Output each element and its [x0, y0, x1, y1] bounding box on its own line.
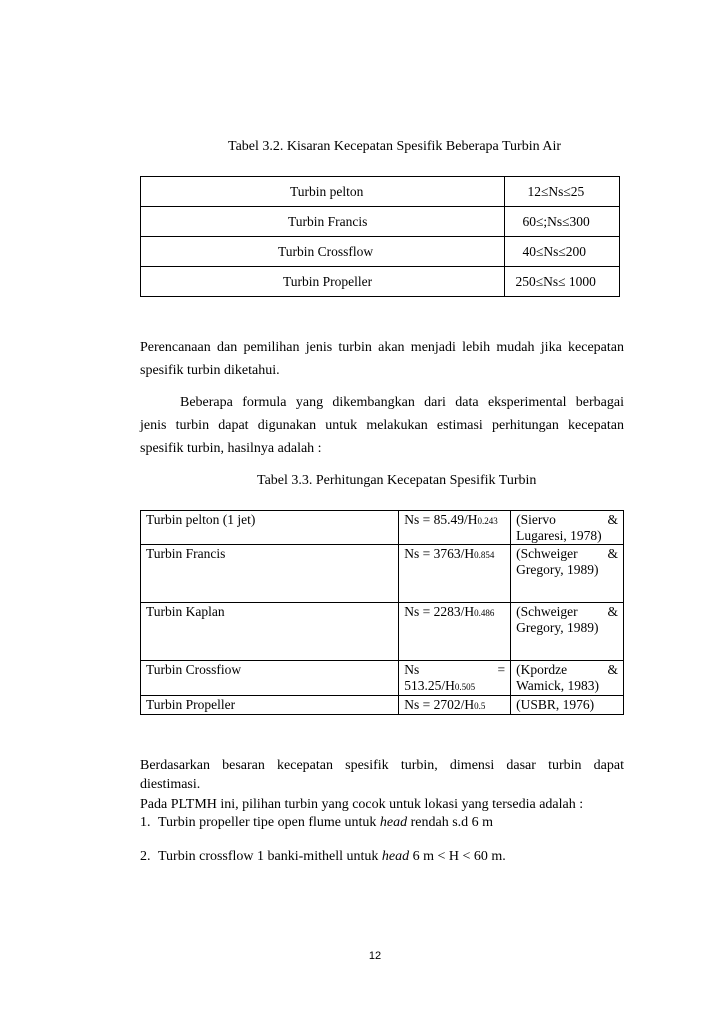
turbine-name-cell: Turbin Kaplan: [141, 603, 399, 661]
range-cell: [505, 207, 620, 237]
list-item: [140, 815, 493, 831]
range-cell: [505, 177, 620, 207]
list-item: [140, 849, 506, 865]
turbine-name-cell: Turbin Propeller: [141, 696, 399, 715]
reference-author: (Schweiger: [516, 546, 578, 561]
table-row: [141, 177, 620, 207]
formula-exponent: 0.5: [474, 701, 486, 711]
list-number: 2.: [140, 849, 151, 864]
paragraph-1-line-2: spesifik turbin diketahui.: [140, 363, 280, 378]
turbine-name-cell: Turbin Francis: [141, 545, 399, 603]
paragraph-2-line-2: jenis turbin dapat digunakan untuk melakukan estimasi perhitungan kecepatan: [140, 418, 624, 433]
turbine-name: Turbin Crossflow: [278, 243, 374, 259]
range-cell: [505, 237, 620, 267]
turbine-name: Turbin Francis: [288, 213, 368, 229]
turbine-name-cell: [141, 177, 505, 207]
reference-author-2: Gregory, 1989): [516, 562, 599, 577]
range-value: 12≤Ns≤25: [527, 183, 585, 199]
range-cell: [505, 267, 620, 297]
turbine-name-cell: Turbin Crossfiow: [141, 661, 399, 696]
table-row: [141, 511, 624, 545]
reference-ampersand: &: [607, 512, 618, 527]
reference-author-2: Wamick, 1983): [516, 678, 600, 693]
formula-value: 513.25/H: [404, 678, 455, 693]
reference-cell: [511, 511, 624, 545]
reference-author-2: Lugaresi, 1978): [516, 528, 602, 543]
formula-cell: [399, 661, 511, 696]
range-value: 60≤;Ns≤300: [522, 213, 590, 229]
page-number: 12: [368, 950, 382, 962]
reference-cell: [511, 545, 624, 603]
list-emphasis: head: [381, 849, 410, 864]
paragraph-2-line-1: Beberapa formula yang dikembangkan dari data eksperimental berbagai: [180, 395, 624, 410]
turbine-name: Turbin Propeller: [283, 273, 373, 289]
range-value: 250≤Ns≤ 1000: [515, 273, 596, 289]
formula: Ns = 2283/H: [404, 604, 475, 619]
reference-author-2: Gregory, 1989): [516, 620, 599, 635]
formula: Ns = 3763/H: [404, 546, 475, 561]
reference-ampersand: &: [607, 662, 618, 677]
table-row: [141, 696, 624, 715]
formula: Ns = 85.49/H: [404, 512, 478, 527]
paragraph-3-line-2: diestimasi.: [140, 777, 201, 792]
list-text: Turbin propeller tipe open flume untuk: [158, 815, 380, 830]
reference-cell: [511, 603, 624, 661]
range-value: 40≤Ns≤200: [522, 243, 587, 259]
table-3-2-caption: Tabel 3.2. Kisaran Kecepatan Spesifik Beberapa Turbin Air: [228, 139, 561, 154]
table-3-3-caption: Tabel 3.3. Perhitungan Kecepatan Spesifik Turbin: [257, 473, 537, 488]
formula-cell: [399, 696, 511, 715]
list-emphasis: head: [379, 815, 408, 830]
reference-author: (Siervo: [516, 512, 556, 527]
formula-exponent: 0.505: [454, 682, 476, 692]
paragraph-1-line-1: Perencanaan dan pemilihan jenis turbin akan menjadi lebih mudah jika kecepatan: [140, 340, 624, 355]
formula-exponent: 0.486: [474, 608, 495, 618]
list-text-end: rendah s.d 6 m: [407, 815, 494, 830]
paragraph-2-line-3: spesifik turbin, hasilnya adalah :: [140, 441, 322, 456]
turbine-name: Turbin pelton: [290, 183, 364, 199]
reference-author: (Kpordze: [516, 662, 568, 677]
formula-exponent: 0.854: [474, 550, 495, 560]
turbine-name-cell: [141, 267, 505, 297]
formula-exponent: 0.243: [477, 516, 498, 526]
formula-cell: [399, 545, 511, 603]
reference-cell: [511, 696, 624, 715]
table-row: [141, 545, 624, 603]
paragraph-3-line-1: Berdasarkan besaran kecepatan spesifik turbin, dimensi dasar turbin dapat: [140, 758, 624, 773]
table-row: [141, 267, 620, 297]
formula: Ns = 2702/H: [404, 697, 475, 712]
list-text-end: 6 m < H < 60 m.: [409, 849, 506, 864]
list-text: Turbin crossflow 1 banki-mithell untuk: [158, 849, 382, 864]
table-row: [141, 661, 624, 696]
table-row: [141, 603, 624, 661]
reference-cell: [511, 661, 624, 696]
list-number: 1.: [140, 815, 151, 830]
formula-equals: =: [497, 662, 506, 677]
turbine-name-cell: [141, 207, 505, 237]
formula-cell: [399, 603, 511, 661]
specific-speed-formula-table: [140, 510, 624, 715]
turbine-name-cell: [141, 237, 505, 267]
formula-cell: [399, 511, 511, 545]
table-row: [141, 207, 620, 237]
specific-speed-range-table: [140, 176, 620, 297]
paragraph-4: Pada PLTMH ini, pilihan turbin yang cocok untuk lokasi yang tersedia adalah :: [140, 797, 584, 812]
reference-ampersand: &: [607, 604, 618, 619]
reference-author: (Schweiger: [516, 604, 578, 619]
turbine-name-cell: Turbin pelton (1 jet): [141, 511, 399, 545]
formula: Ns: [404, 662, 420, 677]
reference-ampersand: &: [607, 546, 618, 561]
reference-author: (USBR, 1976): [516, 697, 595, 712]
table-row: [141, 237, 620, 267]
